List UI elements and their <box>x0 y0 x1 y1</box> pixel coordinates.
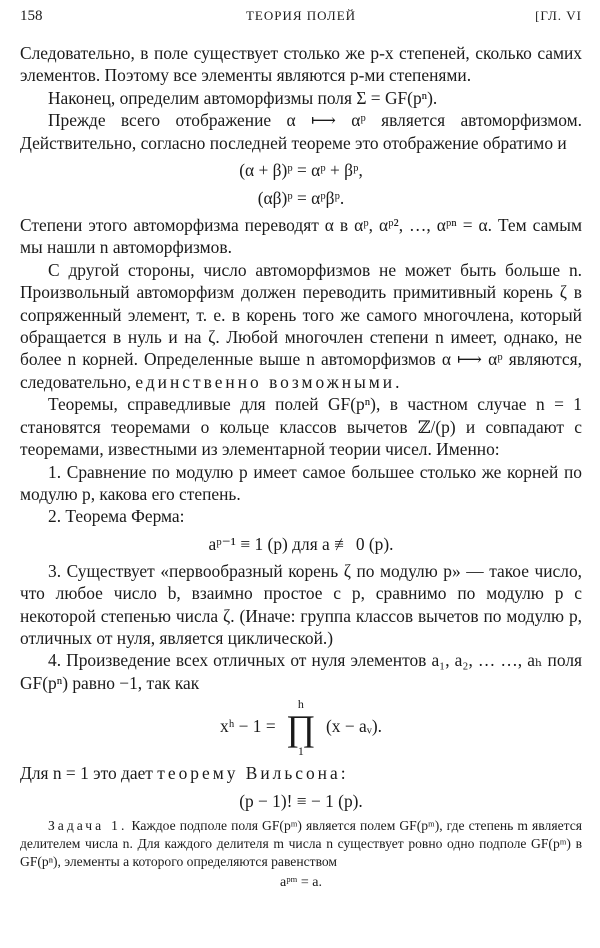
paragraph-uniqueness-text: С другой стороны, число автоморфизмов не может быть больше n. Произвольный автоморфизм должен переводить примитивный корень ζ в сопряженный элемент, т. е. в корень того же самого многочлена, который обращается в нуль и на ζ. Любой многочлен степени n имеет, однако, не более n корней. Определенные выше n автоморфизмов α ⟼ αᵖ являются, следовательно, <box>20 259 582 392</box>
paragraph-frobenius: Прежде всего отображение α ⟼ αᵖ является автоморфизмом. Действительно, согласно последней теореме это отображение обратимо и <box>20 110 582 153</box>
task-label: Задача 1. <box>48 817 128 833</box>
chapter-marker: [ГЛ. VI <box>535 8 582 23</box>
item-product-of-elements: 4. Произведение всех отличных от нуля элементов a₁, a₂, … …, aₕ поля GF(pⁿ) равно −1, так как <box>20 650 582 693</box>
task-equation: aᵖᵐ = a. <box>279 874 323 890</box>
running-title: ТЕОРИЯ ПОЛЕЙ <box>245 8 357 23</box>
paragraph-wilson-text: Для n = 1 это дает <box>20 763 153 784</box>
page-header <box>20 8 582 42</box>
equation-wilson: (p − 1)! ≡ − 1 (p). <box>239 790 363 811</box>
task-text: Каждое подполе поля GF(pᵐ) является полем GF(pᵐ), где степень m является делителем числа n. Для каждого делителя m числа n существует ровно одно подполе GF(pᵐ) в GF(pⁿ), элементы a которого определяются равенством <box>20 817 582 869</box>
page-number: 158 <box>20 8 43 24</box>
equation-product <box>20 698 582 758</box>
item-congruence: 1. Сравнение по модулю p имеет самое большее столько же корней по модулю p, какова его степень. <box>20 461 582 504</box>
equation-product-right: (x − aᵥ). <box>326 716 382 737</box>
item-fermat: 2. Теорема Ферма: <box>48 506 185 527</box>
equation-product-power: (αβ)ᵖ = αᵖβᵖ. <box>257 188 345 209</box>
product-symbol: ∏ <box>286 708 316 749</box>
item-primitive-root: 3. Существует «первообразный корень ζ по модулю p» — такое число, что любое число b, взаимно простое с p, сравнимо по модулю p с некоторой степенью числа ζ. (Иначе: группа классов вычетов по модулю p, отличных от нуля, является циклической.) <box>20 560 582 648</box>
product-operator <box>286 698 316 758</box>
task-block <box>20 817 582 891</box>
equation-product-left: xʰ − 1 = <box>220 716 276 737</box>
paragraph-automorphisms-intro: Наконец, определим автоморфизмы поля Σ = GF(pⁿ). <box>48 87 438 108</box>
paragraph-uniqueness-emphasis: единственно возможными. <box>135 371 403 392</box>
paragraph-powers-of-automorphism: Степени этого автоморфизма переводят α в αᵖ, αᵖ², …, αᵖⁿ = α. Тем самым мы нашли n автоморфизмов. <box>20 215 582 258</box>
task-paragraph <box>20 817 582 871</box>
paragraph-theorems: Теоремы, справедливые для полей GF(pⁿ), в частном случае n = 1 становятся теоремами о кольце классов вычетов ℤ/(p) и совпадают с теоремами, известными из элементарной теории чисел. Именно: <box>20 394 582 460</box>
book-page <box>20 8 582 891</box>
paragraph-uniqueness <box>20 259 582 393</box>
equation-fermat: aᵖ⁻¹ ≡ 1 (p) для a ≢ 0 (p). <box>208 533 394 554</box>
paragraph-wilson <box>20 762 582 784</box>
equation-sum-power: (α + β)ᵖ = αᵖ + βᵖ, <box>239 160 363 181</box>
product-upper-limit: h <box>297 697 304 712</box>
product-lower-limit: 1 <box>297 744 304 759</box>
paragraph-wilson-emphasis: теорему Вильсона: <box>157 763 349 784</box>
paragraph-p-th-powers: Следовательно, в поле существует столько же p-х степеней, сколько самих элементов. Поэтому все элементы являются p-ми степенями. <box>20 43 582 86</box>
